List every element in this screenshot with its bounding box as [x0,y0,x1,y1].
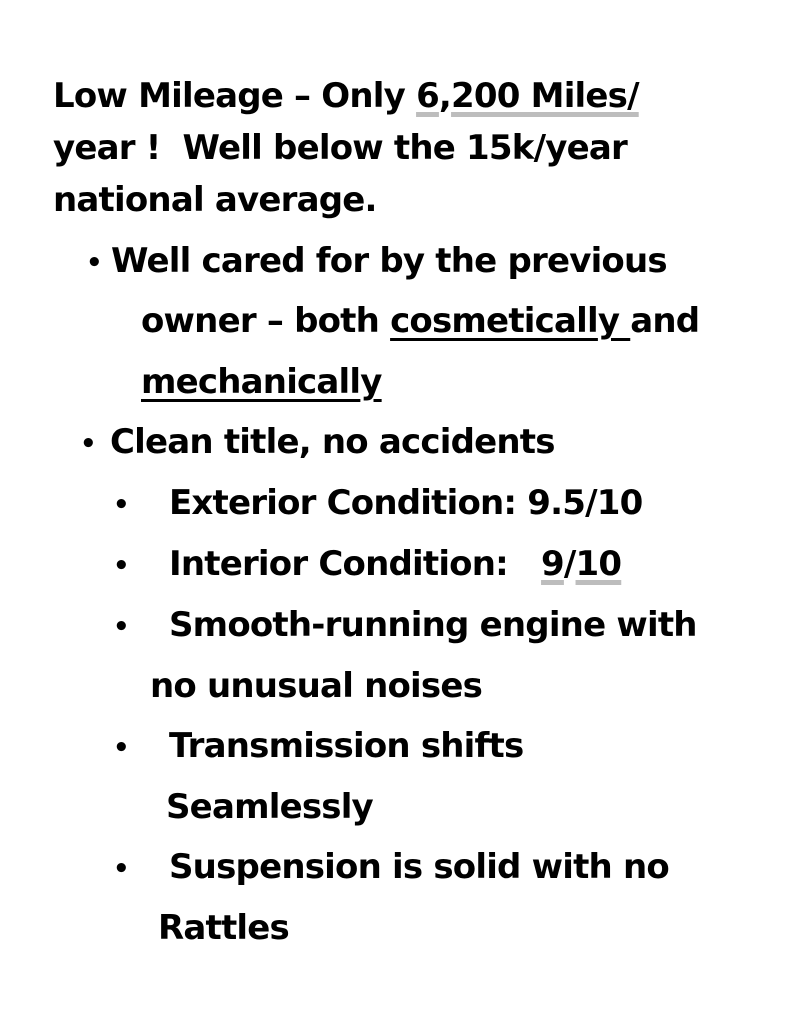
exterior-line: Exterior Condition: 9.5/10 [169,483,643,523]
underlined-word: mechanicall [141,362,361,402]
intro-text: Low Mileage – Only [53,76,417,116]
interior-text: Interior Condition: [169,544,542,584]
interior-text: / [563,544,576,584]
care-line-3 [141,362,382,402]
intro-line-3: national average. [53,180,377,220]
bullet-dot: • [113,733,130,763]
underlined-word: y [597,301,631,341]
underlined-word: cosmeticall [390,301,598,341]
suspension-line-2: Rattles [158,908,289,948]
care-text: and [630,301,700,341]
title-line: Clean title, no accidents [110,422,555,462]
care-text: owner – both [141,301,391,341]
spellcheck-word[interactable]: 6 [416,76,439,116]
bullet-dot: • [113,612,130,642]
care-line-2 [141,301,699,341]
care-line-1: Well cared for by the previous [111,241,667,281]
bullet-dot: • [113,490,130,520]
interior-line [169,544,621,584]
engine-line-2: no unusual noises [150,666,483,706]
transmission-line-2: Seamlessly [166,787,373,827]
suspension-line-1: Suspension is solid with no [169,847,669,887]
spellcheck-word[interactable]: 10 [575,544,622,584]
spellcheck-word[interactable]: 9 [541,544,564,584]
intro-line-2: year ! Well below the 15k/year [53,128,627,168]
bullet-dot: • [86,248,103,278]
engine-line-1: Smooth-running engine with [169,605,697,645]
spellcheck-word[interactable]: 200 Miles/ [451,76,639,116]
transmission-line-1: Transmission shifts [169,726,524,766]
underlined-word: y [360,362,382,402]
bullet-dot: • [113,854,130,884]
bullet-dot: • [113,551,130,581]
bullet-dot: • [80,429,97,459]
intro-line-1 [53,76,639,116]
intro-text: , [438,76,452,116]
